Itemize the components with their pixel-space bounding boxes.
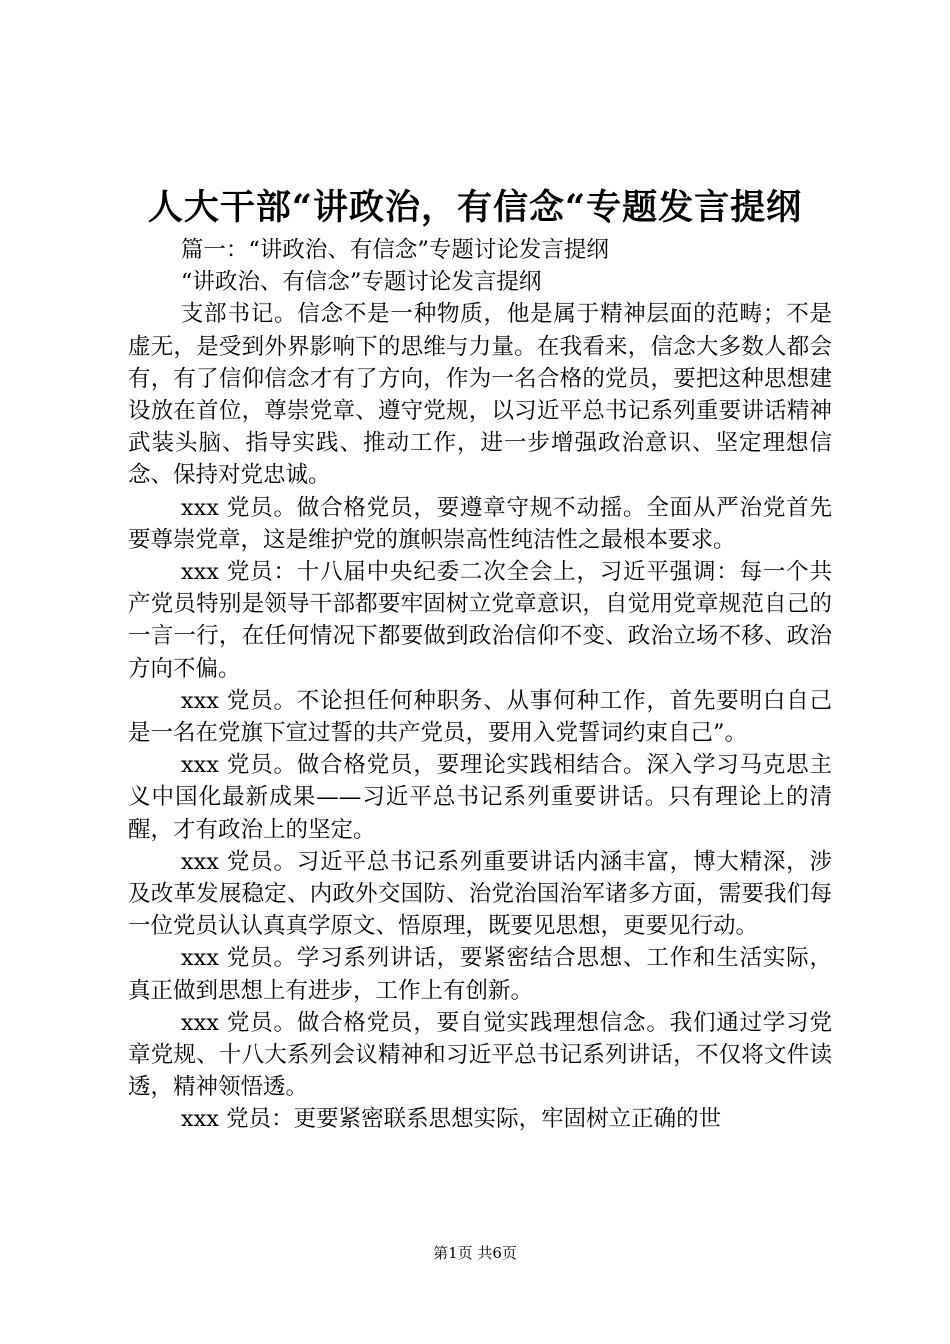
body-paragraph: “讲政治、有信念”专题讨论发言提纲 — [180, 269, 542, 296]
body-paragraph: 篇一：“讲政治、有信念”专题讨论发言提纲 — [180, 237, 609, 263]
body-paragraph: xxx 党员。不论担任何种职务、从事何种工作，首先要明白自己是一名在党旗下宣过誓的共产党员，要用入党誓词约束自己”。 — [128, 687, 832, 747]
body-paragraph: xxx 党员。习近平总书记系列重要讲话内涵丰富，博大精深，涉及改革发展稳定、内政外交国防、治党治国治军诸多方面，需要我们每一位党员认认真真学原文、悟原理，既要见思想，更要见行动。 — [128, 848, 832, 940]
body-paragraph: xxx 党员：更要紧密联系思想实际，牢固树立正确的世 — [180, 1106, 722, 1133]
document-body — [128, 234, 832, 1136]
body-paragraph: xxx 党员。学习系列讲话，要紧密结合思想、工作和生活实际，真正做到思想上有进步，工作上有创新。 — [128, 945, 832, 1004]
page-footer: 第1页 共6页 — [433, 1244, 517, 1262]
body-paragraph: xxx 党员。做合格党员，要遵章守规不动摇。全面从严治党首先要尊崇党章，这是维护党的旗帜崇高性纯洁性之最根本要求。 — [128, 494, 832, 553]
body-paragraph: 支部书记。信念不是一种物质，他是属于精神层面的范畴；不是虚无，是受到外界影响下的思维与力量。在我看来，信念大多数人都会有，有了信仰信念才有了方向，作为一名合格的党员，要把这种思想建设放在首位，尊崇党章、遵守党规，以习近平总书记系列重要讲话精神武装头脑、指导实践、推动工作，进一步增强政治意识、坚定理想信念、保持对党忠诚。 — [128, 301, 832, 489]
body-paragraph: xxx 党员。做合格党员，要自觉实践理想信念。我们通过学习党章党规、十八大系列会议精神和习近平总书记系列讲话，不仅将文件读透，精神领悟透。 — [128, 1009, 832, 1101]
body-paragraph: xxx 党员。做合格党员，要理论实践相结合。深入学习马克思主义中国化最新成果——习近平总书记系列重要讲话。只有理论上的清醒，才有政治上的坚定。 — [128, 752, 832, 843]
body-paragraph: xxx 党员：十八届中央纪委二次全会上，习近平强调：每一个共产党员特别是领导干部都要牢固树立党章意识，自觉用党章规范自己的一言一行，在任何情况下都要做到政治信仰不变、政治立场不移、政治方向不偏。 — [128, 559, 832, 682]
document-title: 人大干部“讲政治，有信念“专题发言提纲 — [147, 187, 803, 228]
